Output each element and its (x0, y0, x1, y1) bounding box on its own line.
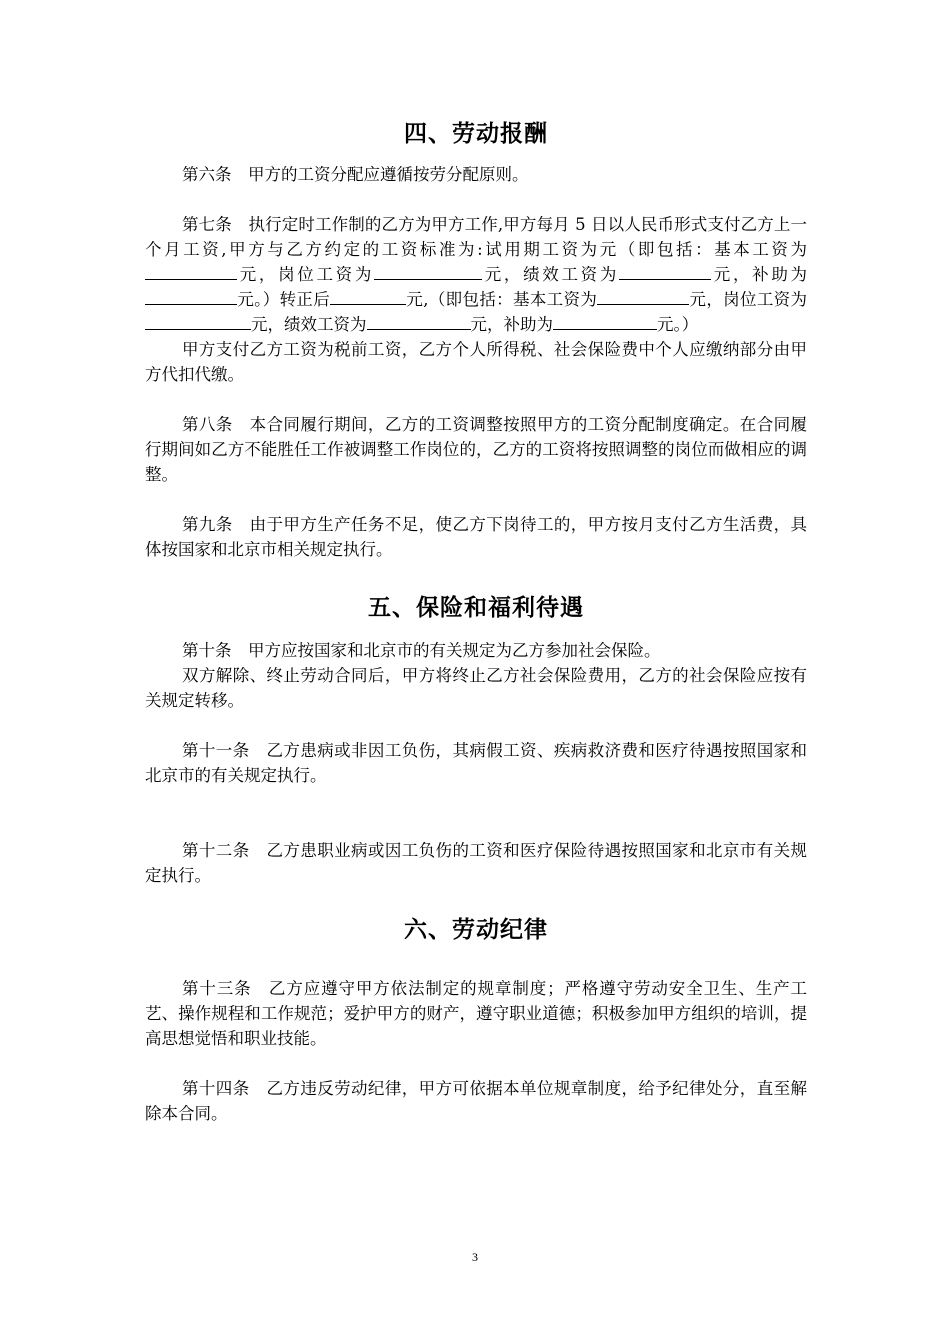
blank-regular-salary[interactable] (330, 288, 406, 305)
article-11: 第十一条 乙方患病或非因工负伤，其病假工资、疾病救济费和医疗待遇按照国家和北京市的有关规定执行。 (145, 741, 807, 785)
section-heading-6: 六、劳动纪律 (404, 917, 548, 943)
article-7-text-h: 元，绩效工资为 (251, 315, 367, 334)
blank-basic-salary[interactable] (145, 263, 237, 280)
blank-allowance[interactable] (145, 288, 237, 305)
article-7-paragraph-2: 甲方支付乙方工资为税前工资，乙方个人所得税、社会保险费中个人应缴纳部分由甲方代扣代缴。 (145, 340, 807, 384)
article-10: 第十条 甲方应按国家和北京市的有关规定为乙方参加社会保险。 (182, 641, 661, 660)
blank-regular-allowance[interactable] (553, 313, 657, 330)
article-7-text-c: 元，绩效工资为 (482, 265, 620, 284)
article-9: 第九条 由于甲方生产任务不足，使乙方下岗待工的，甲方按月支付乙方生活费，具体按国家和北京市相关规定执行。 (145, 515, 807, 559)
article-10-paragraph-2: 双方解除、终止劳动合同后，甲方将终止乙方社会保险费用，乙方的社会保险应按有关规定转移。 (145, 666, 807, 710)
article-7-text-j: 元。） (657, 315, 699, 334)
blank-regular-basic-salary[interactable] (597, 288, 689, 305)
blank-performance-salary[interactable] (619, 263, 711, 280)
article-12: 第十二条 乙方患职业病或因工负伤的工资和医疗保险待遇按照国家和北京市有关规定执行。 (145, 841, 807, 885)
article-7-text-f: 元,（即包括：基本工资为 (406, 290, 598, 309)
article-7-text-i: 元，补助为 (470, 315, 553, 334)
section-heading-5: 五、保险和福利待遇 (368, 595, 584, 621)
article-7 (145, 212, 807, 337)
blank-regular-post-salary[interactable] (145, 313, 251, 330)
article-7-text-b: 元，岗位工资为 (237, 265, 375, 284)
blank-regular-performance-salary[interactable] (367, 313, 471, 330)
page-number: 3 (472, 1250, 478, 1264)
article-8: 第八条 本合同履行期间，乙方的工资调整按照甲方的工资分配制度确定。在合同履行期间如乙方不能胜任工作被调整工作岗位的，乙方的工资将按照调整的岗位而做相应的调整。 (145, 415, 807, 484)
article-7-text-g: 元，岗位工资为 (689, 290, 808, 309)
article-7-text-d: 元，补助为 (711, 265, 808, 284)
article-7-text-e: 元。）转正后 (237, 290, 331, 309)
section-heading-4: 四、劳动报酬 (404, 121, 548, 147)
article-14: 第十四条 乙方违反劳动纪律，甲方可依据本单位规章制度，给予纪律处分，直至解除本合同。 (145, 1079, 807, 1123)
article-6: 第六条 甲方的工资分配应遵循按劳分配原则。 (182, 165, 529, 184)
blank-post-salary[interactable] (374, 263, 482, 280)
article-7-text-a: 第七条 执行定时工作制的乙方为甲方工作,甲方每月 5 日以人民币形式支付乙方上一个月工资,甲方与乙方约定的工资标准为:试用期工资为元（即包括：基本工资为 (145, 215, 807, 259)
article-13: 第十三条 乙方应遵守甲方依法制定的规章制度；严格遵守劳动安全卫生、生产工艺、操作规程和工作规范；爱护甲方的财产，遵守职业道德；积极参加甲方组织的培训，提高思想觉悟和职业技能。 (145, 979, 807, 1048)
page-content (145, 118, 807, 1126)
